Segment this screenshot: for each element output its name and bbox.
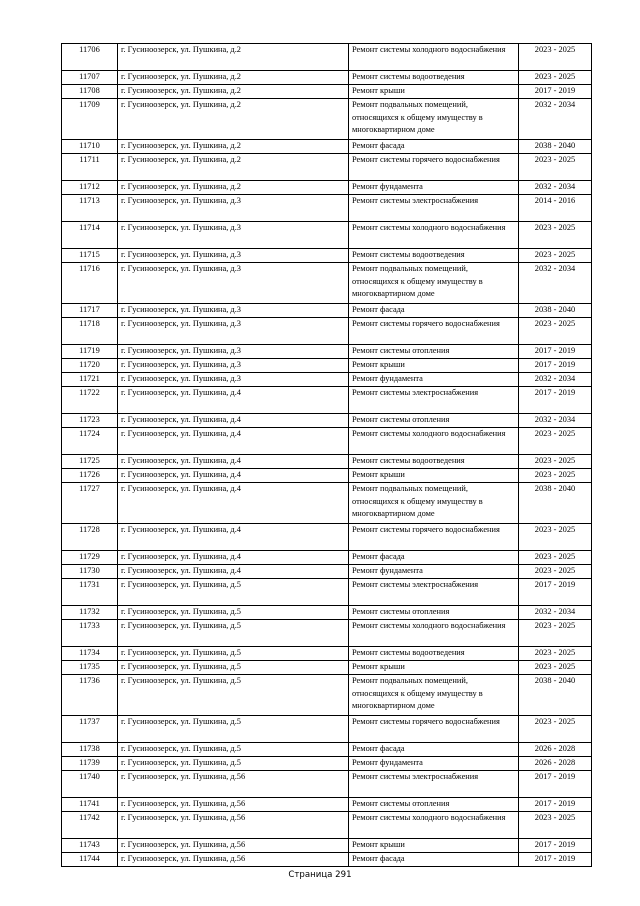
work-type-cell: Ремонт системы электроснабжения — [349, 195, 519, 222]
address-cell: г. Гусиноозерск, ул. Пушкина, д.5 — [118, 579, 349, 606]
work-type-cell: Ремонт системы холодного водоснабжения — [349, 620, 519, 647]
row-number-cell: 11731 — [62, 579, 118, 606]
period-cell: 2023 - 2025 — [519, 812, 592, 839]
period-cell: 2026 - 2028 — [519, 743, 592, 757]
work-type-cell: Ремонт системы отопления — [349, 606, 519, 620]
address-cell: г. Гусиноозерск, ул. Пушкина, д.3 — [118, 249, 349, 263]
table-row — [62, 140, 592, 154]
row-number-cell: 11707 — [62, 71, 118, 85]
row-number-cell: 11735 — [62, 661, 118, 675]
address-cell: г. Гусиноозерск, ул. Пушкина, д.4 — [118, 469, 349, 483]
table-row — [62, 85, 592, 99]
address-cell: г. Гусиноозерск, ул. Пушкина, д.4 — [118, 565, 349, 579]
row-number-cell: 11733 — [62, 620, 118, 647]
row-number-cell: 11741 — [62, 798, 118, 812]
row-number-cell: 11738 — [62, 743, 118, 757]
period-cell: 2023 - 2025 — [519, 620, 592, 647]
address-cell: г. Гусиноозерск, ул. Пушкина, д.56 — [118, 771, 349, 798]
table-row — [62, 812, 592, 839]
row-number-cell: 11720 — [62, 359, 118, 373]
work-type-cell: Ремонт фасада — [349, 853, 519, 867]
period-cell: 2038 - 2040 — [519, 140, 592, 154]
work-type-cell: Ремонт подвальных помещений, относящихся к общему имуществу в многоквартирном доме — [349, 483, 519, 524]
row-number-cell: 11742 — [62, 812, 118, 839]
work-type-cell: Ремонт фундамента — [349, 373, 519, 387]
table-row — [62, 222, 592, 249]
table-row — [62, 579, 592, 606]
table-row — [62, 154, 592, 181]
period-cell: 2023 - 2025 — [519, 524, 592, 551]
period-cell: 2032 - 2034 — [519, 99, 592, 140]
period-cell: 2017 - 2019 — [519, 359, 592, 373]
row-number-cell: 11744 — [62, 853, 118, 867]
period-cell: 2023 - 2025 — [519, 222, 592, 249]
table-row — [62, 661, 592, 675]
row-number-cell: 11737 — [62, 716, 118, 743]
address-cell: г. Гусиноозерск, ул. Пушкина, д.5 — [118, 606, 349, 620]
period-cell: 2026 - 2028 — [519, 757, 592, 771]
period-cell: 2017 - 2019 — [519, 387, 592, 414]
period-cell: 2023 - 2025 — [519, 249, 592, 263]
address-cell: г. Гусиноозерск, ул. Пушкина, д.2 — [118, 71, 349, 85]
address-cell: г. Гусиноозерск, ул. Пушкина, д.4 — [118, 455, 349, 469]
address-cell: г. Гусиноозерск, ул. Пушкина, д.5 — [118, 743, 349, 757]
address-cell: г. Гусиноозерск, ул. Пушкина, д.3 — [118, 345, 349, 359]
table-row — [62, 318, 592, 345]
work-type-cell: Ремонт фасада — [349, 551, 519, 565]
table-row — [62, 757, 592, 771]
table-row — [62, 716, 592, 743]
period-cell: 2032 - 2034 — [519, 181, 592, 195]
work-type-cell: Ремонт фасада — [349, 743, 519, 757]
table-row — [62, 195, 592, 222]
work-type-cell: Ремонт крыши — [349, 359, 519, 373]
table-row — [62, 469, 592, 483]
row-number-cell: 11734 — [62, 647, 118, 661]
row-number-cell: 11713 — [62, 195, 118, 222]
work-type-cell: Ремонт системы водоотведения — [349, 455, 519, 469]
table-row — [62, 455, 592, 469]
address-cell: г. Гусиноозерск, ул. Пушкина, д.5 — [118, 661, 349, 675]
period-cell: 2038 - 2040 — [519, 675, 592, 716]
table-row — [62, 620, 592, 647]
work-type-cell: Ремонт подвальных помещений, относящихся к общему имуществу в многоквартирном доме — [349, 675, 519, 716]
row-number-cell: 11721 — [62, 373, 118, 387]
table-row — [62, 387, 592, 414]
period-cell: 2023 - 2025 — [519, 551, 592, 565]
address-cell: г. Гусиноозерск, ул. Пушкина, д.4 — [118, 428, 349, 455]
work-type-cell: Ремонт системы электроснабжения — [349, 771, 519, 798]
row-number-cell: 11716 — [62, 263, 118, 304]
row-number-cell: 11725 — [62, 455, 118, 469]
row-number-cell: 11727 — [62, 483, 118, 524]
table-row — [62, 249, 592, 263]
row-number-cell: 11717 — [62, 304, 118, 318]
row-number-cell: 11732 — [62, 606, 118, 620]
capital-repair-table — [61, 43, 592, 867]
period-cell: 2023 - 2025 — [519, 661, 592, 675]
period-cell: 2023 - 2025 — [519, 716, 592, 743]
work-type-cell: Ремонт крыши — [349, 469, 519, 483]
work-type-cell: Ремонт крыши — [349, 839, 519, 853]
page-number: Страница 291 — [288, 870, 352, 880]
table-row — [62, 304, 592, 318]
row-number-cell: 11718 — [62, 318, 118, 345]
period-cell: 2038 - 2040 — [519, 304, 592, 318]
period-cell: 2017 - 2019 — [519, 579, 592, 606]
work-type-cell: Ремонт системы горячего водоснабжения — [349, 318, 519, 345]
table-row — [62, 647, 592, 661]
period-cell: 2014 - 2016 — [519, 195, 592, 222]
row-number-cell: 11708 — [62, 85, 118, 99]
work-type-cell: Ремонт системы холодного водоснабжения — [349, 428, 519, 455]
row-number-cell: 11743 — [62, 839, 118, 853]
address-cell: г. Гусиноозерск, ул. Пушкина, д.3 — [118, 304, 349, 318]
period-cell: 2017 - 2019 — [519, 771, 592, 798]
work-type-cell: Ремонт фундамента — [349, 181, 519, 195]
work-type-cell: Ремонт системы водоотведения — [349, 249, 519, 263]
row-number-cell: 11724 — [62, 428, 118, 455]
work-type-cell: Ремонт подвальных помещений, относящихся к общему имуществу в многоквартирном доме — [349, 99, 519, 140]
table-row — [62, 373, 592, 387]
work-type-cell: Ремонт крыши — [349, 85, 519, 99]
work-type-cell: Ремонт системы водоотведения — [349, 71, 519, 85]
address-cell: г. Гусиноозерск, ул. Пушкина, д.5 — [118, 647, 349, 661]
period-cell: 2023 - 2025 — [519, 71, 592, 85]
table-row — [62, 263, 592, 304]
address-cell: г. Гусиноозерск, ул. Пушкина, д.2 — [118, 181, 349, 195]
address-cell: г. Гусиноозерск, ул. Пушкина, д.56 — [118, 798, 349, 812]
table-row — [62, 853, 592, 867]
period-cell: 2023 - 2025 — [519, 455, 592, 469]
address-cell: г. Гусиноозерск, ул. Пушкина, д.2 — [118, 85, 349, 99]
row-number-cell: 11714 — [62, 222, 118, 249]
address-cell: г. Гусиноозерск, ул. Пушкина, д.4 — [118, 483, 349, 524]
table-row — [62, 99, 592, 140]
address-cell: г. Гусиноозерск, ул. Пушкина, д.5 — [118, 757, 349, 771]
address-cell: г. Гусиноозерск, ул. Пушкина, д.2 — [118, 140, 349, 154]
work-type-cell: Ремонт фундамента — [349, 565, 519, 579]
address-cell: г. Гусиноозерск, ул. Пушкина, д.2 — [118, 99, 349, 140]
work-type-cell: Ремонт фасада — [349, 140, 519, 154]
row-number-cell: 11730 — [62, 565, 118, 579]
period-cell: 2032 - 2034 — [519, 414, 592, 428]
row-number-cell: 11723 — [62, 414, 118, 428]
address-cell: г. Гусиноозерск, ул. Пушкина, д.56 — [118, 839, 349, 853]
work-type-cell: Ремонт системы горячего водоснабжения — [349, 524, 519, 551]
period-cell: 2017 - 2019 — [519, 345, 592, 359]
address-cell: г. Гусиноозерск, ул. Пушкина, д.4 — [118, 524, 349, 551]
table-row — [62, 839, 592, 853]
address-cell: г. Гусиноозерск, ул. Пушкина, д.56 — [118, 812, 349, 839]
period-cell: 2023 - 2025 — [519, 154, 592, 181]
row-number-cell: 11712 — [62, 181, 118, 195]
address-cell: г. Гусиноозерск, ул. Пушкина, д.3 — [118, 222, 349, 249]
address-cell: г. Гусиноозерск, ул. Пушкина, д.56 — [118, 853, 349, 867]
work-type-cell: Ремонт системы водоотведения — [349, 647, 519, 661]
row-number-cell: 11729 — [62, 551, 118, 565]
period-cell: 2023 - 2025 — [519, 469, 592, 483]
work-type-cell: Ремонт системы холодного водоснабжения — [349, 812, 519, 839]
work-type-cell: Ремонт системы электроснабжения — [349, 387, 519, 414]
address-cell: г. Гусиноозерск, ул. Пушкина, д.5 — [118, 620, 349, 647]
table-row — [62, 483, 592, 524]
address-cell: г. Гусиноозерск, ул. Пушкина, д.5 — [118, 675, 349, 716]
work-type-cell: Ремонт системы горячего водоснабжения — [349, 154, 519, 181]
table-row — [62, 44, 592, 71]
table-row — [62, 798, 592, 812]
period-cell: 2032 - 2034 — [519, 606, 592, 620]
period-cell: 2032 - 2034 — [519, 373, 592, 387]
row-number-cell: 11711 — [62, 154, 118, 181]
table-row — [62, 551, 592, 565]
row-number-cell: 11715 — [62, 249, 118, 263]
row-number-cell: 11740 — [62, 771, 118, 798]
work-type-cell: Ремонт системы отопления — [349, 414, 519, 428]
work-type-cell: Ремонт крыши — [349, 661, 519, 675]
row-number-cell: 11739 — [62, 757, 118, 771]
address-cell: г. Гусиноозерск, ул. Пушкина, д.3 — [118, 359, 349, 373]
work-type-cell: Ремонт системы горячего водоснабжения — [349, 716, 519, 743]
table-row — [62, 524, 592, 551]
work-type-cell: Ремонт подвальных помещений, относящихся к общему имуществу в многоквартирном доме — [349, 263, 519, 304]
table-row — [62, 743, 592, 757]
address-cell: г. Гусиноозерск, ул. Пушкина, д.4 — [118, 551, 349, 565]
period-cell: 2032 - 2034 — [519, 263, 592, 304]
row-number-cell: 11722 — [62, 387, 118, 414]
address-cell: г. Гусиноозерск, ул. Пушкина, д.3 — [118, 373, 349, 387]
address-cell: г. Гусиноозерск, ул. Пушкина, д.5 — [118, 716, 349, 743]
period-cell: 2017 - 2019 — [519, 85, 592, 99]
period-cell: 2017 - 2019 — [519, 853, 592, 867]
address-cell: г. Гусиноозерск, ул. Пушкина, д.3 — [118, 263, 349, 304]
period-cell: 2023 - 2025 — [519, 647, 592, 661]
row-number-cell: 11728 — [62, 524, 118, 551]
work-type-cell: Ремонт фундамента — [349, 757, 519, 771]
table-row — [62, 181, 592, 195]
address-cell: г. Гусиноозерск, ул. Пушкина, д.4 — [118, 414, 349, 428]
period-cell: 2023 - 2025 — [519, 428, 592, 455]
row-number-cell: 11706 — [62, 44, 118, 71]
row-number-cell: 11709 — [62, 99, 118, 140]
period-cell: 2023 - 2025 — [519, 565, 592, 579]
work-type-cell: Ремонт системы электроснабжения — [349, 579, 519, 606]
work-type-cell: Ремонт системы холодного водоснабжения — [349, 44, 519, 71]
address-cell: г. Гусиноозерск, ул. Пушкина, д.4 — [118, 387, 349, 414]
table-row — [62, 565, 592, 579]
work-type-cell: Ремонт системы отопления — [349, 798, 519, 812]
address-cell: г. Гусиноозерск, ул. Пушкина, д.3 — [118, 318, 349, 345]
table-row — [62, 71, 592, 85]
period-cell: 2017 - 2019 — [519, 798, 592, 812]
table-row — [62, 345, 592, 359]
address-cell: г. Гусиноозерск, ул. Пушкина, д.2 — [118, 44, 349, 71]
address-cell: г. Гусиноозерск, ул. Пушкина, д.2 — [118, 154, 349, 181]
row-number-cell: 11736 — [62, 675, 118, 716]
table-row — [62, 771, 592, 798]
period-cell: 2038 - 2040 — [519, 483, 592, 524]
table-row — [62, 359, 592, 373]
row-number-cell: 11726 — [62, 469, 118, 483]
address-cell: г. Гусиноозерск, ул. Пушкина, д.3 — [118, 195, 349, 222]
row-number-cell: 11719 — [62, 345, 118, 359]
table-row — [62, 606, 592, 620]
row-number-cell: 11710 — [62, 140, 118, 154]
period-cell: 2023 - 2025 — [519, 318, 592, 345]
table-row — [62, 675, 592, 716]
period-cell: 2017 - 2019 — [519, 839, 592, 853]
work-type-cell: Ремонт системы холодного водоснабжения — [349, 222, 519, 249]
table-row — [62, 428, 592, 455]
work-type-cell: Ремонт системы отопления — [349, 345, 519, 359]
work-type-cell: Ремонт фасада — [349, 304, 519, 318]
table-row — [62, 414, 592, 428]
period-cell: 2023 - 2025 — [519, 44, 592, 71]
table-body — [62, 44, 592, 867]
